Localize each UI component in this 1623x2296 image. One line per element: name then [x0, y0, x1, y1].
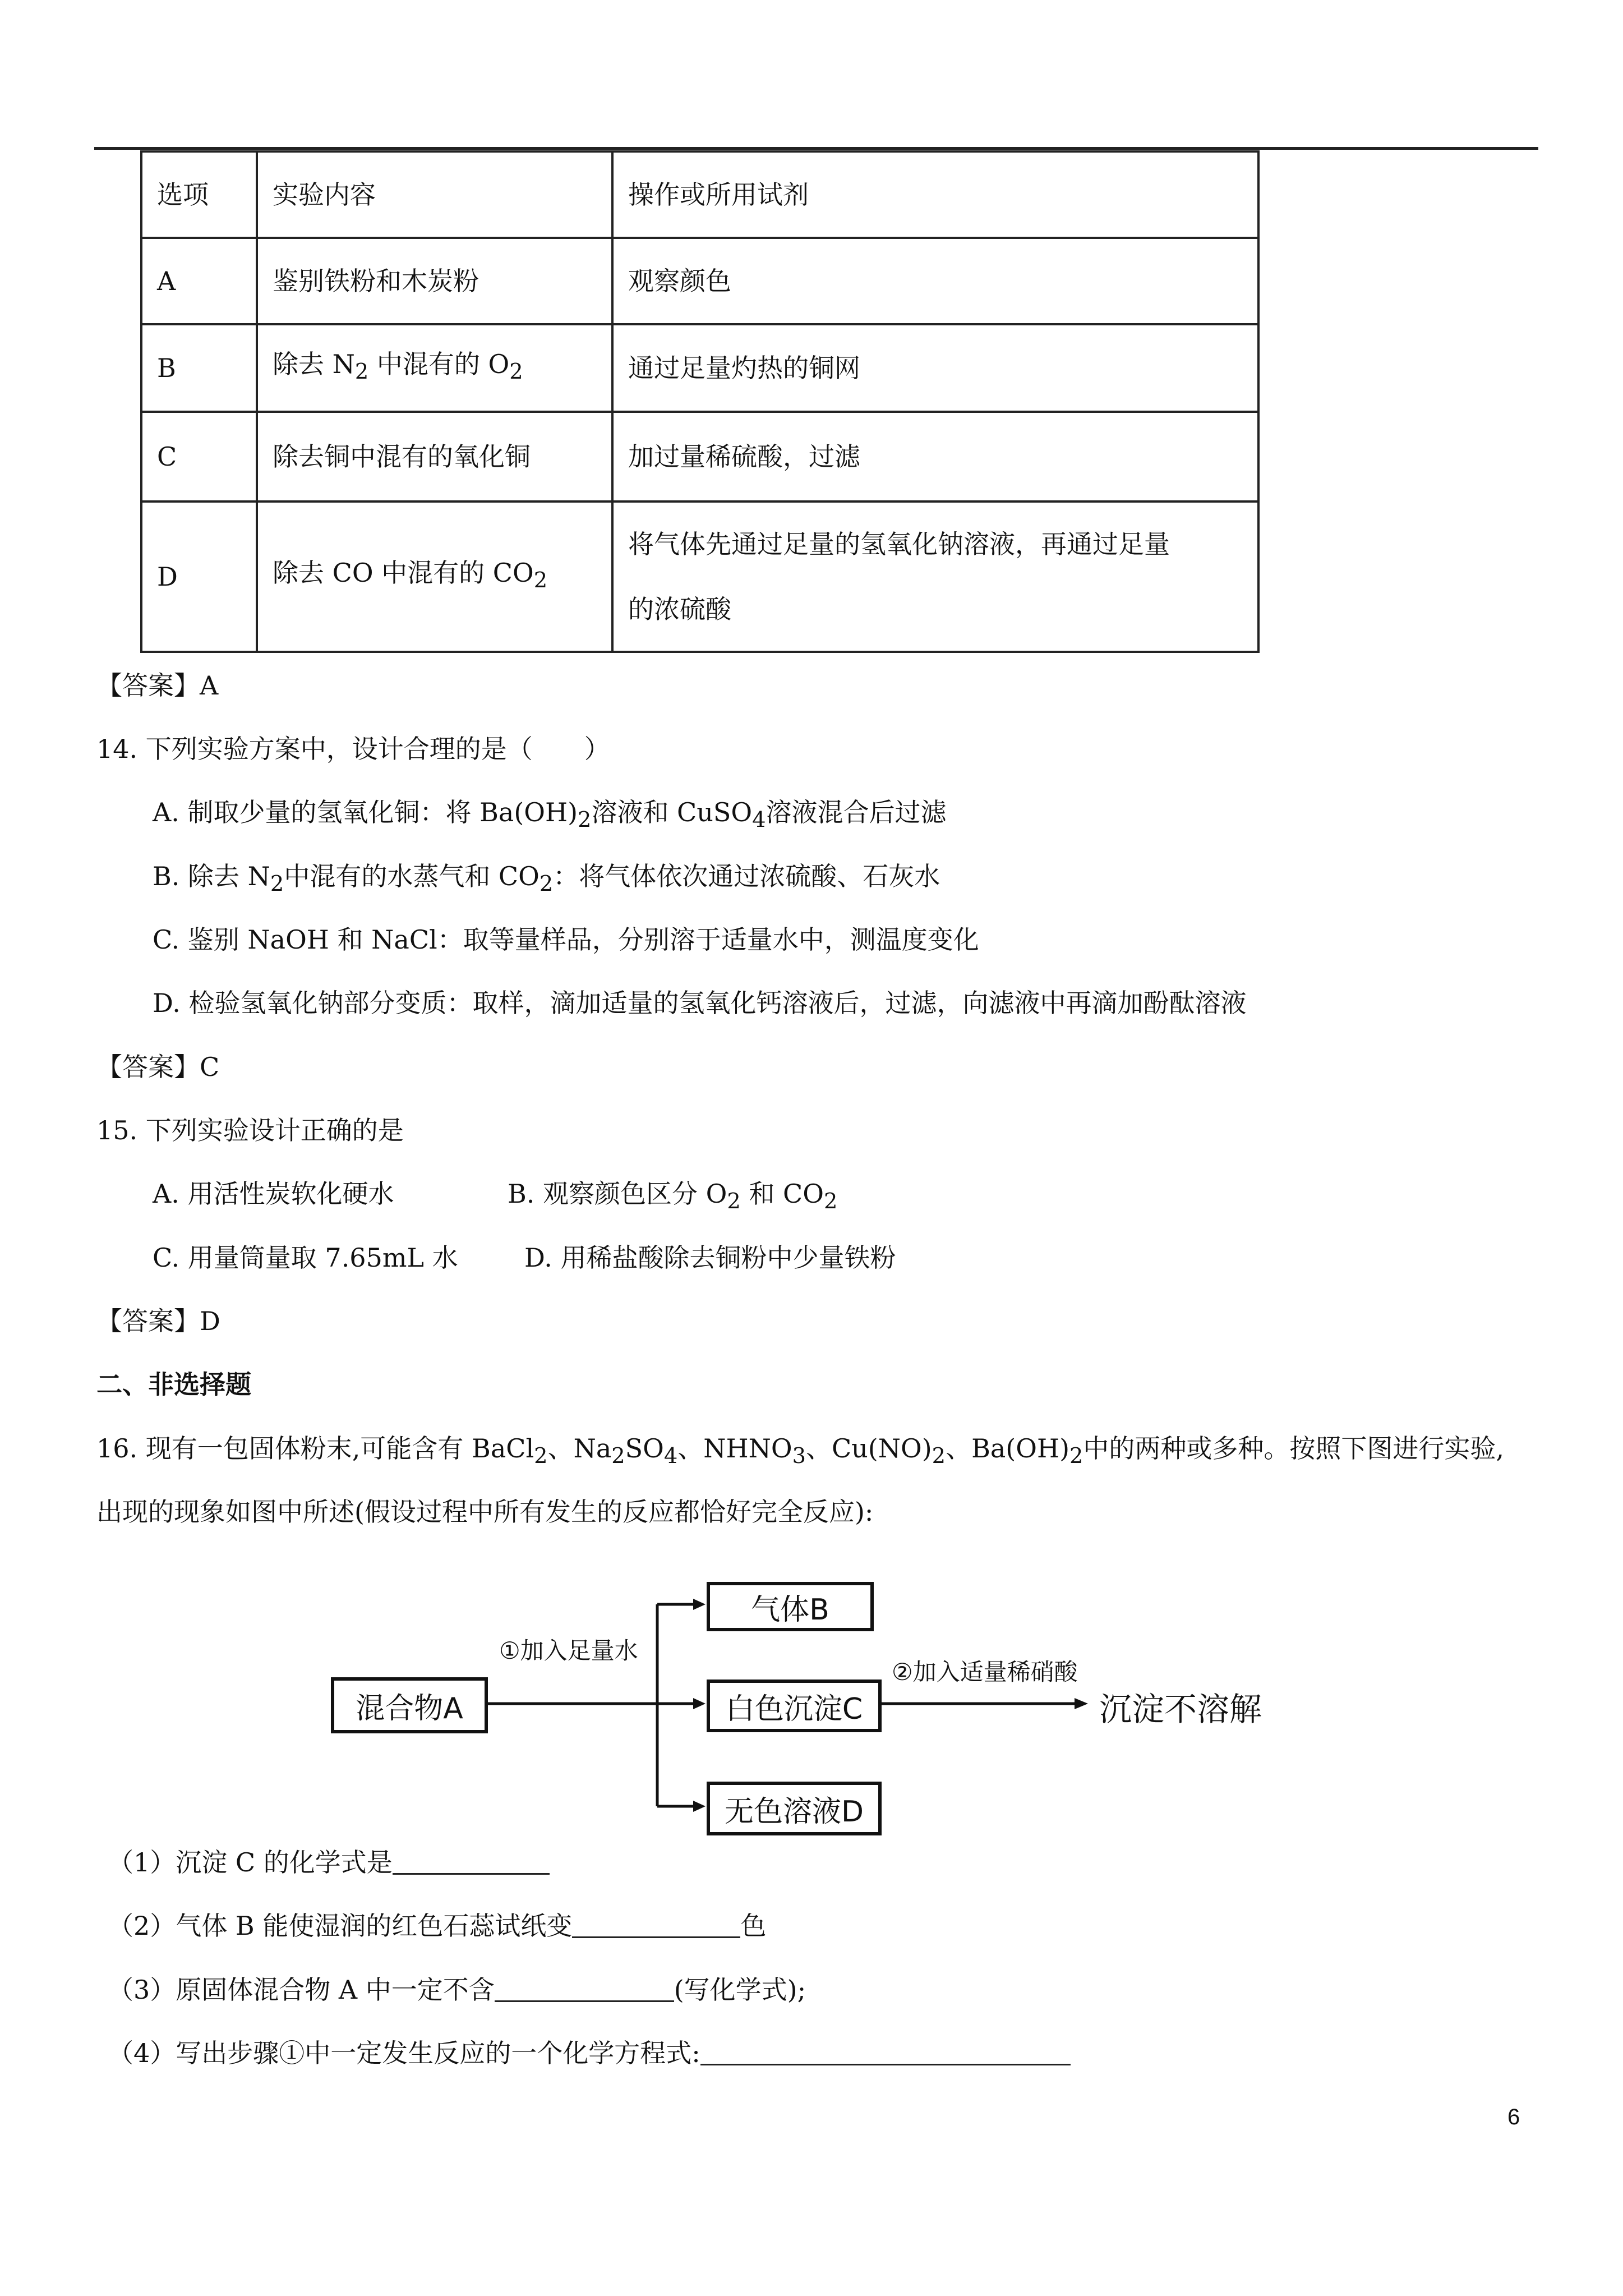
answer-15: 【答案】D [96, 1306, 220, 1336]
answer-blank[interactable] [495, 1975, 674, 2002]
page-number: 6 [1507, 2105, 1520, 2129]
header-reagent: 操作或所用试剂 [612, 151, 1258, 238]
subscript: 2 [354, 359, 369, 385]
subscript: 2 [823, 1189, 838, 1214]
table-row-b [141, 324, 1258, 412]
subscript: 2 [533, 568, 548, 593]
content-cell: 鉴别铁粉和木炭粉 [257, 238, 612, 324]
subscript: 3 [792, 1443, 806, 1469]
content-cell [257, 324, 612, 412]
option-text: B. 除去 N [153, 861, 270, 891]
arrow-head-icon [693, 1698, 706, 1709]
table-row-d [141, 501, 1258, 652]
stem-text: 、Na [547, 1433, 612, 1464]
reagent-cell: 观察颜色 [612, 238, 1258, 324]
answer-blank[interactable] [700, 2038, 1071, 2065]
arrow-head-icon [1075, 1698, 1088, 1709]
option-label: D [141, 501, 257, 652]
question-14-option-d: D. 检验氢氧化钠部分变质：取样，滴加适量的氢氧化钙溶液后，过滤，向滤液中再滴加酚酞溶液 [153, 988, 1247, 1018]
sub-question-1 [108, 1846, 550, 1879]
sub-question-text: （4）写出步骤①中一定发生反应的一个化学方程式: [108, 2038, 700, 2068]
answer-blank[interactable] [572, 1911, 740, 1938]
section-heading: 二、非选择题 [96, 1369, 251, 1400]
subscript: 4 [663, 1443, 678, 1469]
question-16-stem-line1 [96, 1432, 1504, 1473]
step1-label: ①加入足量水 [499, 1637, 638, 1664]
experiment-table [140, 150, 1260, 653]
answer-14: 【答案】C [96, 1052, 220, 1082]
stem-text: 、Cu(NO) [805, 1433, 932, 1464]
sub-question-text: （3）原固体混合物 A 中一定不含 [108, 1975, 495, 2005]
content-text: 中混有的 O [368, 348, 510, 379]
stem-text: SO [625, 1433, 664, 1464]
option-text: B. 观察颜色区分 O [508, 1179, 727, 1209]
table-row-a [141, 238, 1258, 324]
header-rule [94, 147, 1538, 150]
reagent-line: 的浓硫酸 [628, 594, 731, 624]
option-label: A [141, 238, 257, 324]
sub-question-text: (写化学式); [674, 1975, 806, 2005]
option-text: 溶液和 CuSO [591, 797, 753, 827]
option-text: A. 制取少量的氢氧化铜：将 Ba(OH) [153, 797, 578, 827]
content-text: 除去 N [273, 348, 355, 379]
gas-b-box: 气体B [707, 1582, 874, 1631]
sub-question-3 [108, 1973, 806, 2007]
header-content: 实验内容 [257, 151, 612, 238]
reagent-cell [612, 501, 1258, 652]
sub-question-text: （1）沉淀 C 的化学式是 [108, 1847, 393, 1878]
question-15-option-d: D. 用稀盐酸除去铜粉中少量铁粉 [524, 1243, 896, 1273]
subscript: 2 [509, 359, 523, 385]
question-15-option-b [508, 1177, 837, 1218]
subscript: 2 [534, 1443, 548, 1469]
table-header-row [141, 151, 1258, 238]
arrow-head-icon [693, 1801, 706, 1812]
question-16-stem-line2: 出现的现象如图中所述(假设过程中所有发生的反应都恰好完全反应): [96, 1497, 874, 1527]
content-cell [257, 501, 612, 652]
mixture-a-box: 混合物A [331, 1677, 488, 1733]
question-15-stem: 15. 下列实验设计正确的是 [96, 1115, 404, 1145]
option-text: 和 CO [740, 1179, 824, 1209]
question-14-stem: 14. 下列实验方案中，设计合理的是（ ） [96, 734, 610, 764]
stem-text: 16. 现有一包固体粉末,可能含有 BaCl [96, 1433, 534, 1464]
subscript: 2 [539, 871, 554, 897]
option-label: B [141, 324, 257, 412]
arrow-head-icon [693, 1599, 706, 1610]
stem-text: 、NHNO [677, 1433, 792, 1464]
reagent-cell: 加过量稀硫酸，过滤 [612, 412, 1258, 501]
question-15-option-a: A. 用活性炭软化硬水 [153, 1179, 394, 1209]
subscript: 2 [727, 1189, 741, 1214]
question-14-option-c: C. 鉴别 NaOH 和 NaCl：取等量样品，分别溶于适量水中，测温度变化 [153, 924, 979, 955]
question-14-option-a [153, 795, 947, 837]
subscript: 2 [611, 1443, 625, 1469]
header-option: 选项 [141, 151, 257, 238]
sub-question-2 [108, 1909, 766, 1943]
subscript: 2 [578, 807, 592, 833]
stem-text: 、Ba(OH) [946, 1433, 1070, 1464]
subscript: 2 [1069, 1443, 1083, 1469]
precipitate-c-box: 白色沉淀C [707, 1680, 882, 1732]
result-text: 沉淀不溶解 [1099, 1690, 1262, 1728]
subscript: 2 [270, 871, 284, 897]
subscript: 2 [932, 1443, 946, 1469]
option-text: 溶液混合后过滤 [766, 797, 947, 827]
answer-13: 【答案】A [96, 670, 219, 701]
table-row-c [141, 412, 1258, 501]
content-text: 除去 CO 中混有的 CO [273, 557, 534, 588]
option-text: 中混有的水蒸气和 CO [284, 861, 540, 891]
answer-blank[interactable] [393, 1847, 550, 1875]
question-15-option-c: C. 用量筒量取 7.65mL 水 [153, 1243, 458, 1273]
sub-question-text: 色 [740, 1911, 767, 1941]
option-label: C [141, 412, 257, 501]
sub-question-4 [108, 2036, 1071, 2070]
step2-label: ②加入适量稀硝酸 [892, 1658, 1078, 1686]
reagent-cell: 通过足量灼热的铜网 [612, 324, 1258, 412]
question-14-option-b [153, 859, 940, 901]
reagent-line: 将气体先通过足量的氢氧化钠溶液，再通过足量 [628, 529, 1170, 559]
content-cell: 除去铜中混有的氧化铜 [257, 412, 612, 501]
subscript: 4 [752, 807, 766, 833]
solution-d-box: 无色溶液D [707, 1782, 882, 1835]
stem-text: 中的两种或多种。按照下图进行实验, [1083, 1433, 1505, 1464]
sub-question-text: （2）气体 B 能使湿润的红色石蕊试纸变 [108, 1911, 573, 1941]
experiment-flow-diagram [314, 1565, 1324, 1846]
option-text: ：将气体依次通过浓硫酸、石灰水 [553, 861, 940, 891]
